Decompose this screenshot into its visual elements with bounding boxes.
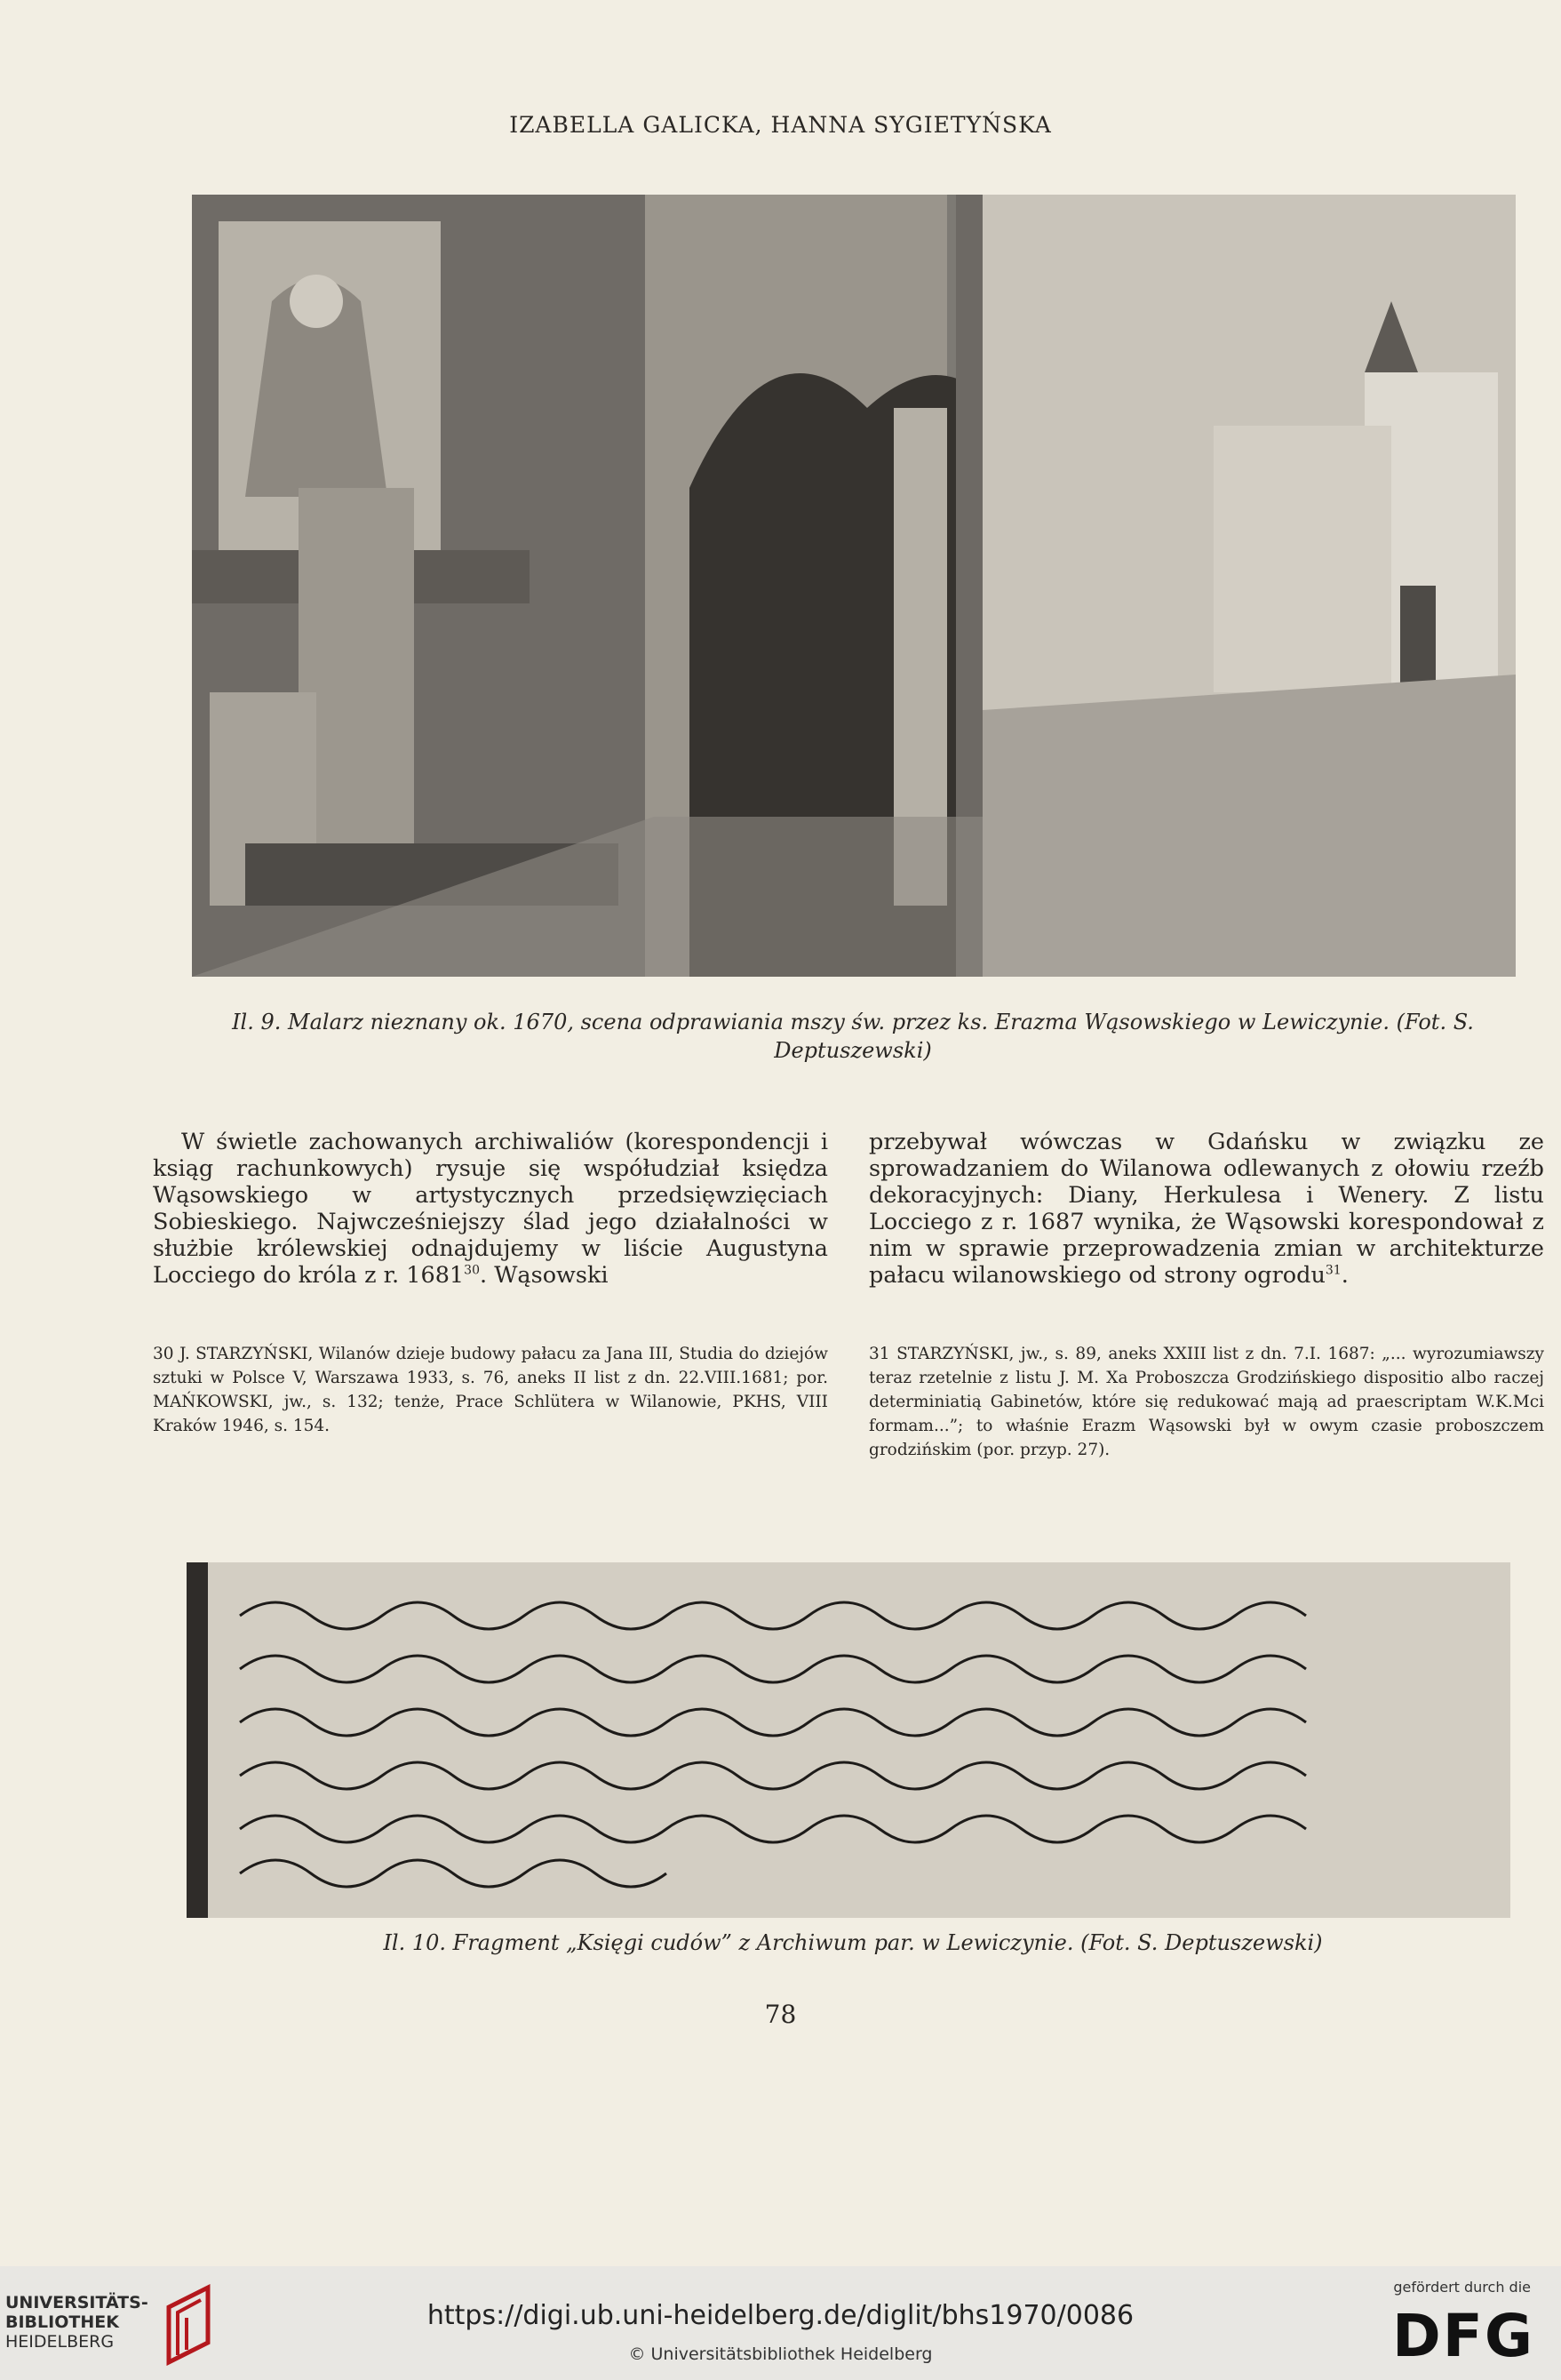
copyright-notice: © Universitätsbibliothek Heidelberg	[628, 2344, 933, 2364]
permalink-url[interactable]: https://digi.ub.uni-heidelberg.de/diglit/bhs1970/0086	[426, 2300, 1135, 2331]
footnote-ref-30[interactable]: 30	[464, 1263, 480, 1278]
page-number: 78	[764, 2000, 797, 2029]
painting-image	[192, 195, 1516, 977]
library-line2: BIBLIOTHEK	[5, 2312, 119, 2332]
running-header: IZABELLA GALICKA, HANNA SYGIETYŃSKA	[509, 112, 1052, 138]
figure-painting	[192, 195, 1516, 977]
figure-10-caption: Il. 10. Fragment „Księgi cudów” z Archiwum par. w Lewiczynie. (Fot. S. Deptuszewski)	[383, 1930, 1323, 1955]
figure-manuscript	[187, 1562, 1510, 1918]
body-left-text: W świetle zachowanych archiwaliów (korespondencji i ksiąg rachunkowych) rysuje się współudział księdza Wąsowskiego w artystycznych przedsięwzięciach Sobieskiego. Najwcześniejszy ślad jego działalności w służbie królewskiej odnajdujemy w liście Augustyna Locciego do króla z r. 1681	[153, 1129, 828, 1289]
footnote-30-text: J. STARZYŃSKI, Wilanów dzieje budowy pałacu za Jana III, Studia do dziejów sztuki w Polsce V, Warszawa 1933, s. 76, aneks II list z dn. 22.VIII.1681; por. MAŃKOWSKI, jw., s. 132; tenże, Prace Schlütera w Wilanowie, PKHS, VIII Kraków 1946, s. 154.	[153, 1345, 828, 1435]
library-line1: UNIVERSITÄTS-	[5, 2293, 148, 2312]
body-left-end: . Wąsowski	[479, 1262, 609, 1289]
footnote-30	[153, 1342, 828, 1438]
footnote-31	[869, 1342, 1544, 1462]
body-text-right	[869, 1129, 1544, 1289]
body-right-end: .	[1341, 1262, 1349, 1289]
funded-by-label: gefördert durch die	[1393, 2279, 1531, 2296]
footnote-30-number: 30	[153, 1345, 174, 1363]
manuscript-image	[187, 1562, 1510, 1918]
dfg-logo[interactable]: DFG	[1391, 2302, 1534, 2370]
library-line3: HEIDELBERG	[5, 2332, 115, 2352]
viewer-footer	[0, 2266, 1561, 2380]
figure-9-caption: Il. 9. Malarz nieznany ok. 1670, scena odprawiania mszy św. przez ks. Erazma Wąsowskiego w Lewiczynie. (Fot. S. Deptuszewski)	[232, 1010, 1474, 1063]
footnote-ref-31[interactable]: 31	[1325, 1263, 1342, 1278]
footnote-31-text: STARZYŃSKI, jw., s. 89, aneks XXIII list z dn. 7.I. 1687: „... wyrozumiawszy teraz rzetelnie z listu J. M. Xa Proboszcza Grodzińskiego dispositio albo raczej determiniatią Gabinetów, które się redukować mają ad praescriptam W.K.Mci formam...”; to właśnie Erazm Wąsowski był w owym czasie proboszczem grodzińskim (por. przyp. 27).	[869, 1345, 1545, 1459]
body-text-left	[153, 1129, 828, 1289]
body-right-text: przebywał wówczas w Gdańsku w związku ze sprowadzaniem do Wilanowa odlewanych z ołowiu rzeźb dekoracyjnych: Diany, Herkulesa i Wenery. Z listu Locciego z r. 1687 wynika, że Wąsowski korespondował z nim w sprawie przeprowadzenia zmian w architekturze pałacu wilanowskiego od strony ogrodu	[869, 1129, 1544, 1289]
footnote-31-number: 31	[869, 1345, 890, 1363]
